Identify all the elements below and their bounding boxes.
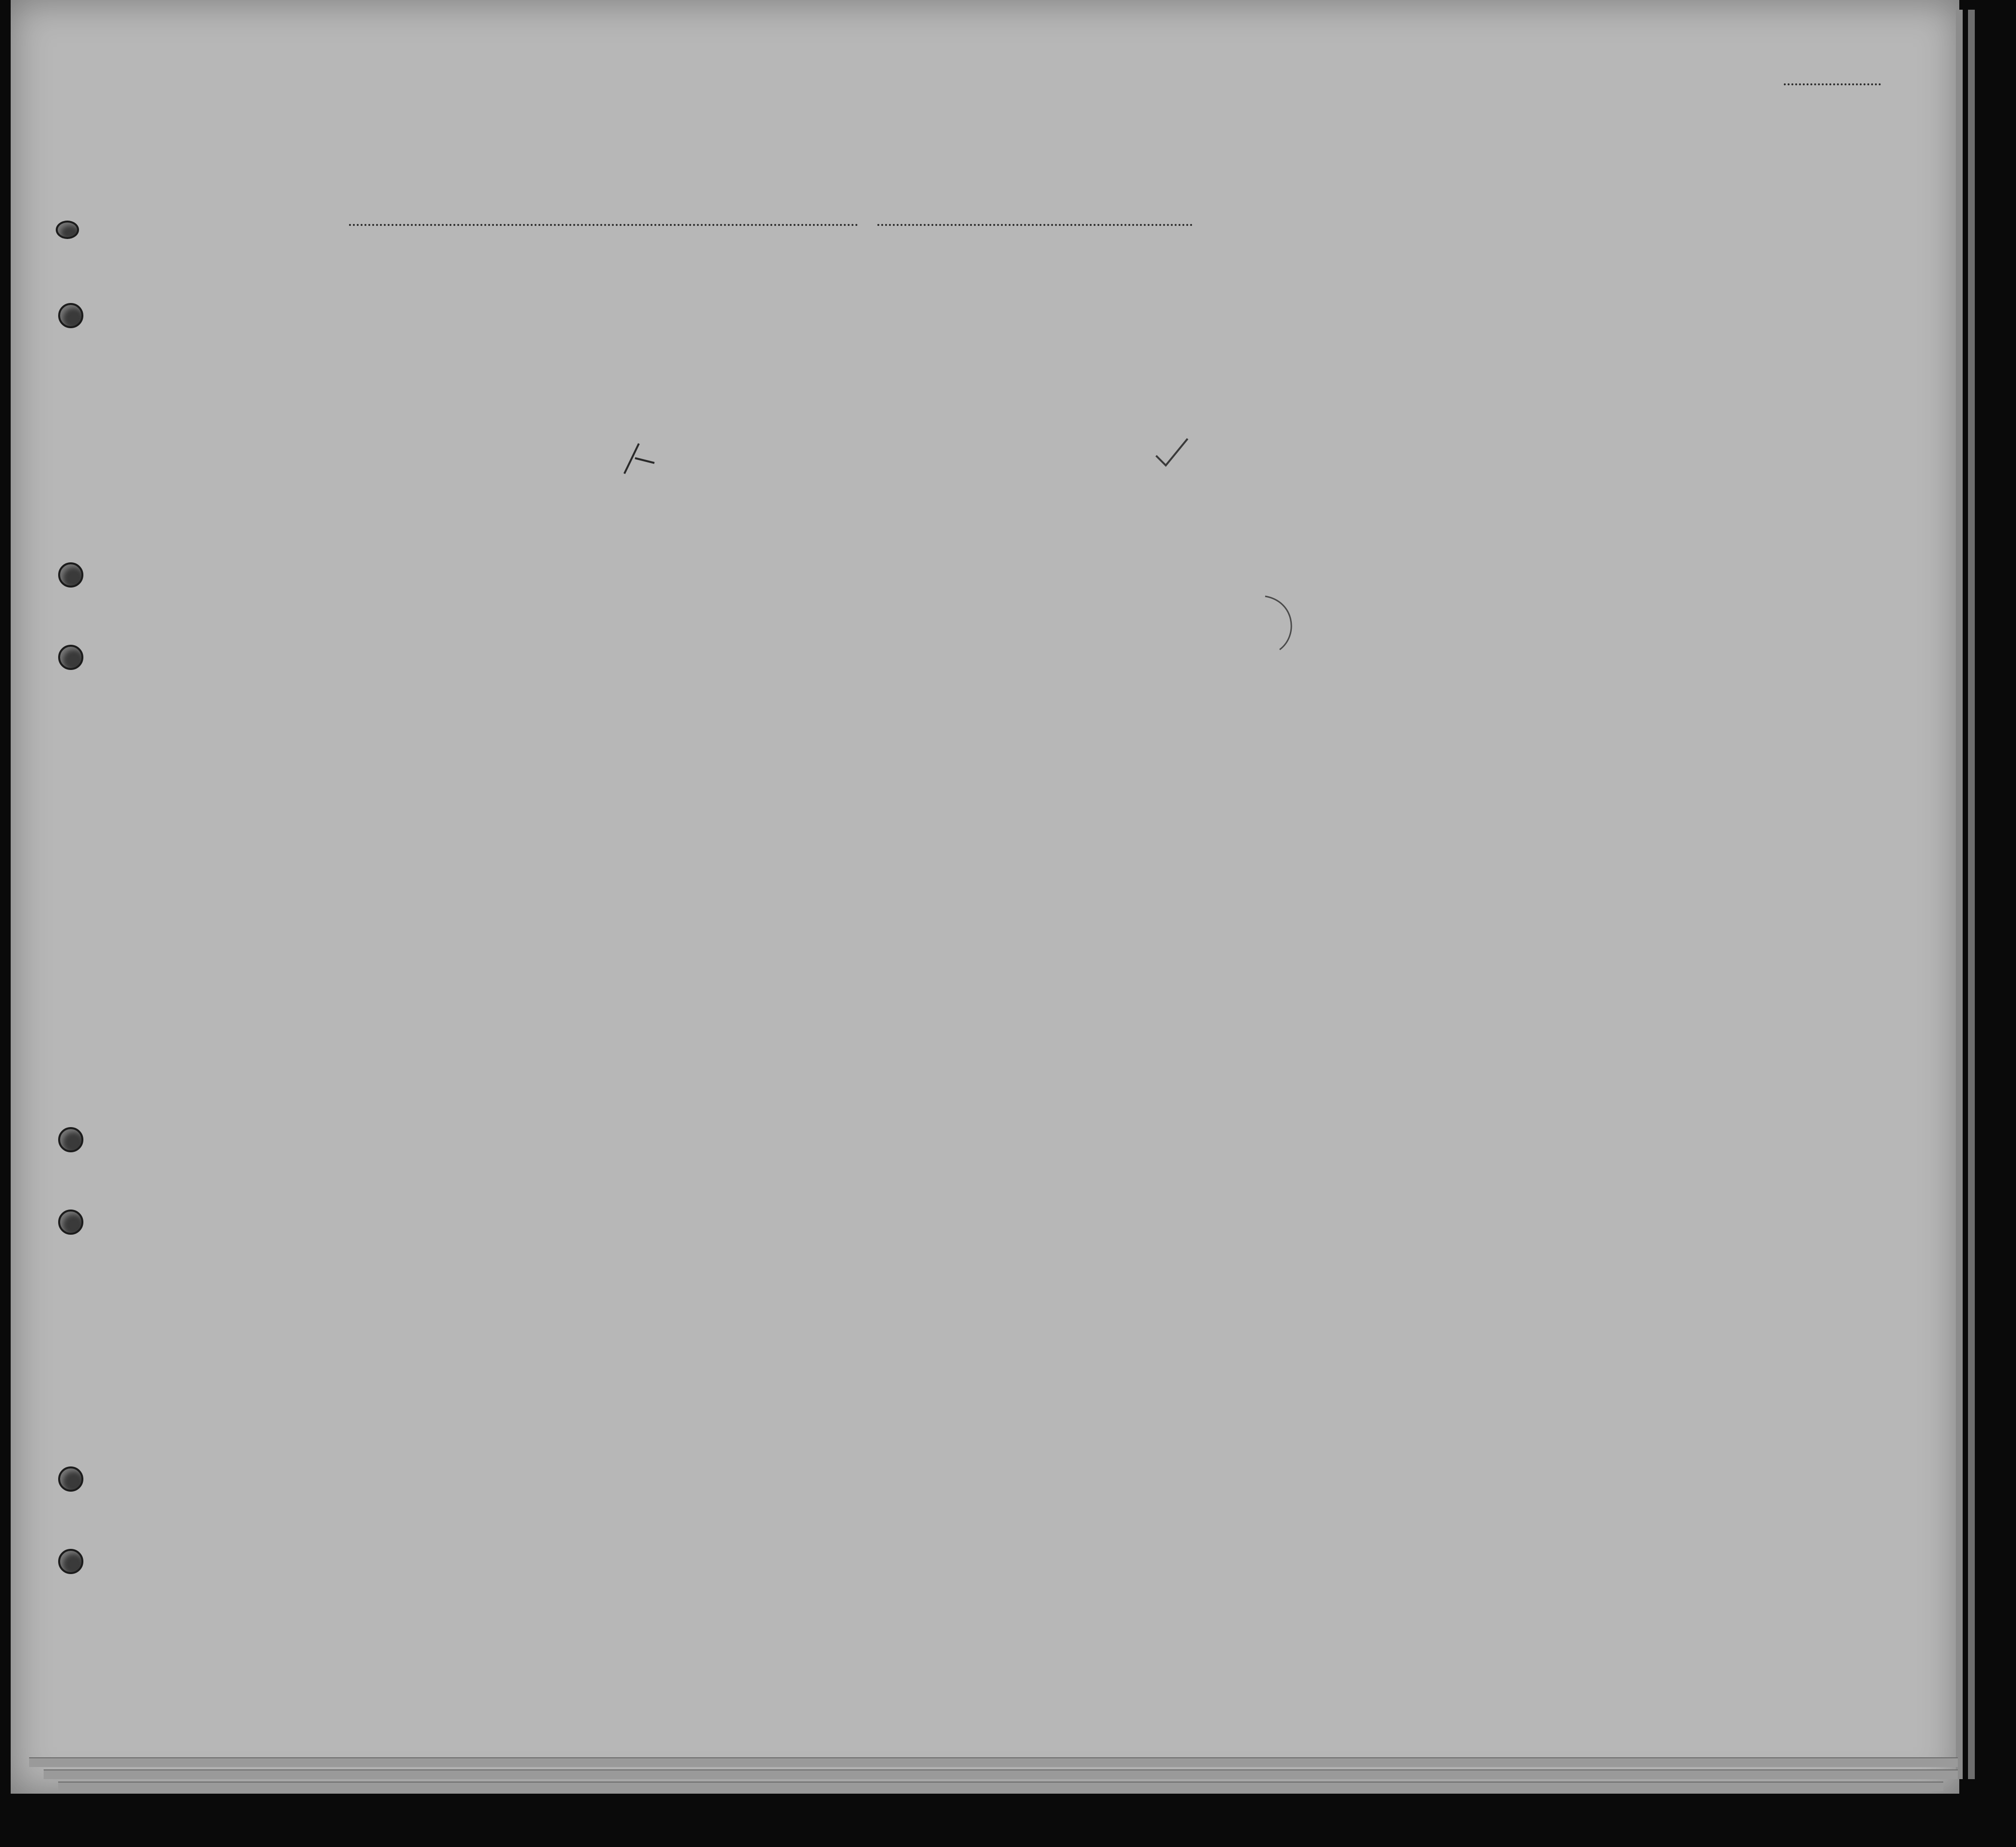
header-return xyxy=(1134,298,1159,410)
header-possession xyxy=(709,288,738,412)
header-length-of-stay xyxy=(1192,298,1212,410)
binder-hole xyxy=(58,1127,83,1152)
header-feet xyxy=(1623,378,1640,412)
binder-hole xyxy=(58,562,83,588)
header-deported xyxy=(1459,291,1483,410)
header-q28 xyxy=(1367,291,1403,410)
header-polygamist xyxy=(1323,291,1338,410)
binder-hole xyxy=(56,221,79,239)
header-citizen xyxy=(1253,298,1272,410)
binder-hole xyxy=(58,1549,83,1574)
check-mark xyxy=(1154,436,1192,470)
header-q29 xyxy=(1408,291,1445,410)
pencil-mark xyxy=(1260,591,1304,654)
header-ticket xyxy=(586,288,610,412)
binder-hole xyxy=(58,1466,83,1492)
header-anarchist xyxy=(1344,291,1358,410)
handwritten-mark xyxy=(620,439,659,478)
header-prison xyxy=(1284,291,1308,410)
binder-hole xyxy=(58,1210,83,1235)
binder-hole xyxy=(58,645,83,670)
binder-hole xyxy=(58,303,83,328)
header-inches xyxy=(1648,368,1666,412)
